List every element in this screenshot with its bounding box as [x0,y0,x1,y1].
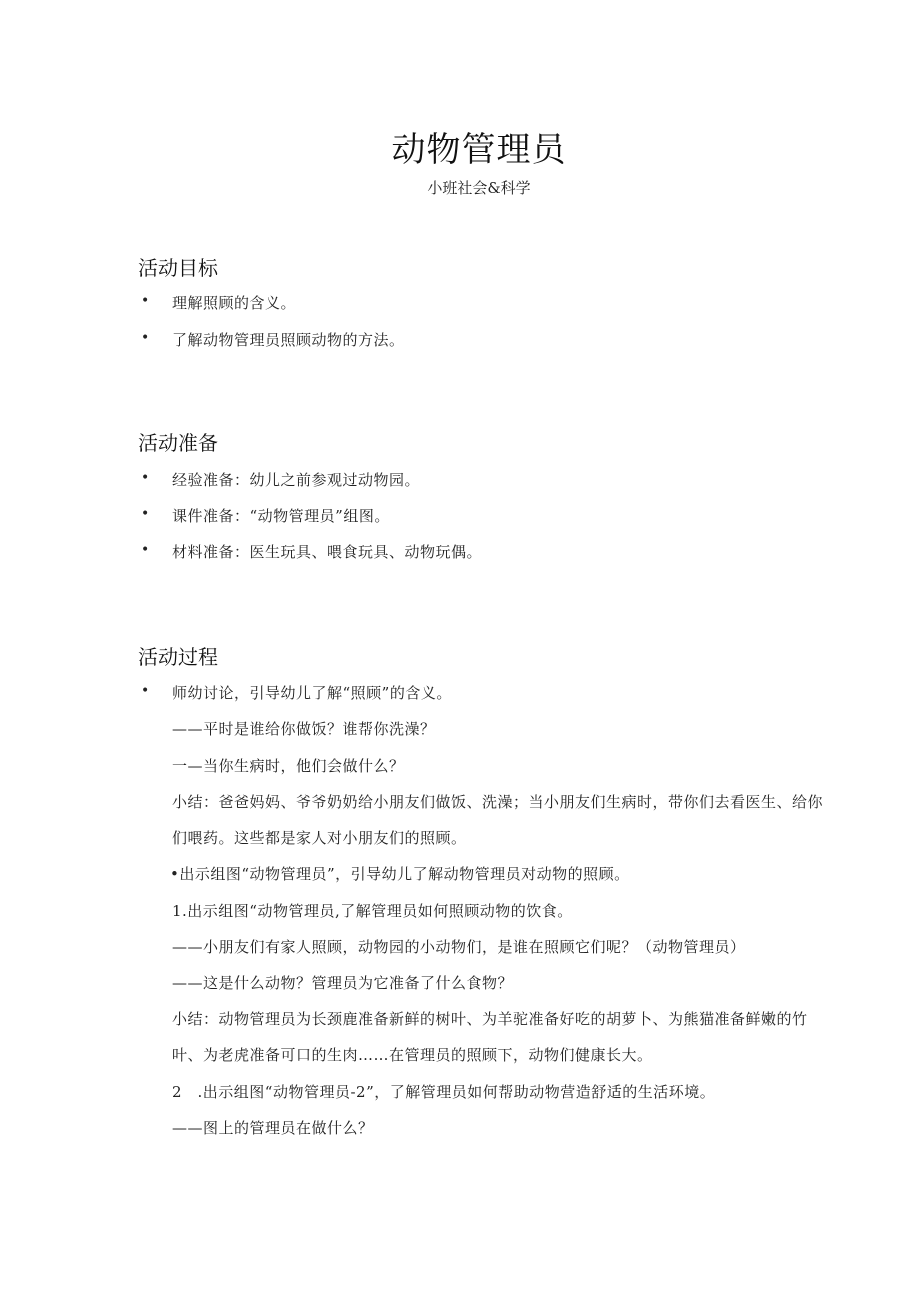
section-heading-process: 活动过程 [138,645,218,669]
bullet-icon: • [141,683,150,699]
goal-item: 了解动物管理员照顾动物的方法。 [172,331,405,349]
bullet-icon: • [141,506,150,522]
process-line: 小结：爸爸妈妈、爷爷奶奶给小朋友们做饭、洗澡；当小朋友们生病时，带你们去看医生、给你 [172,793,824,811]
process-line: 一—当你生病时，他们会做什么？ [172,757,405,775]
section-heading-goals: 活动目标 [138,256,218,280]
bullet-icon: • [141,542,150,558]
bullet-icon: • [141,293,150,309]
process-line: 小结：动物管理员为长颈鹿准备新鲜的树叶、为羊驼准备好吃的胡萝卜、为熊猫准备鲜嫩的竹 [172,1010,808,1028]
process-line: 们喂药。这些都是家人对小朋友们的照顾。 [172,829,467,847]
process-line: 2 .出示组图“动物管理员-2”，了解管理员如何帮助动物营造舒适的生活环境。 [172,1083,716,1101]
section-heading-preparation: 活动准备 [138,431,218,455]
page-subtitle: 小班社会&科学 [427,179,531,197]
process-line: 1.出示组图“动物管理员,了解管理员如何照顾动物的饮食。 [172,902,573,920]
preparation-item: 课件准备：“动物管理员”组图。 [172,507,390,525]
process-line: ——图上的管理员在做什么？ [172,1119,374,1137]
process-line: ——小朋友们有家人照顾，动物园的小动物们，是谁在照顾它们呢？（动物管理员） [172,938,746,956]
bullet-icon: • [141,470,150,486]
process-line: 叶、为老虎准备可口的生肉……在管理员的照顾下，动物们健康长大。 [172,1046,653,1064]
preparation-item: 经验准备：幼儿之前参观过动物园。 [172,471,421,489]
bullet-icon: • [141,330,150,346]
page-title: 动物管理员 [391,130,567,170]
process-line: •出示组图“动物管理员”，引导幼儿了解动物管理员对动物的照顾。 [170,865,630,883]
process-line: ——平时是谁给你做饭？谁帮你洗澡？ [172,720,436,738]
process-line: ——这是什么动物？管理员为它准备了什么食物？ [172,974,514,992]
preparation-item: 材料准备：医生玩具、喂食玩具、动物玩偶。 [172,543,483,561]
process-item: 师幼讨论，引导幼儿了解“照顾”的含义。 [172,684,452,702]
goal-item: 理解照顾的含义。 [172,294,297,312]
